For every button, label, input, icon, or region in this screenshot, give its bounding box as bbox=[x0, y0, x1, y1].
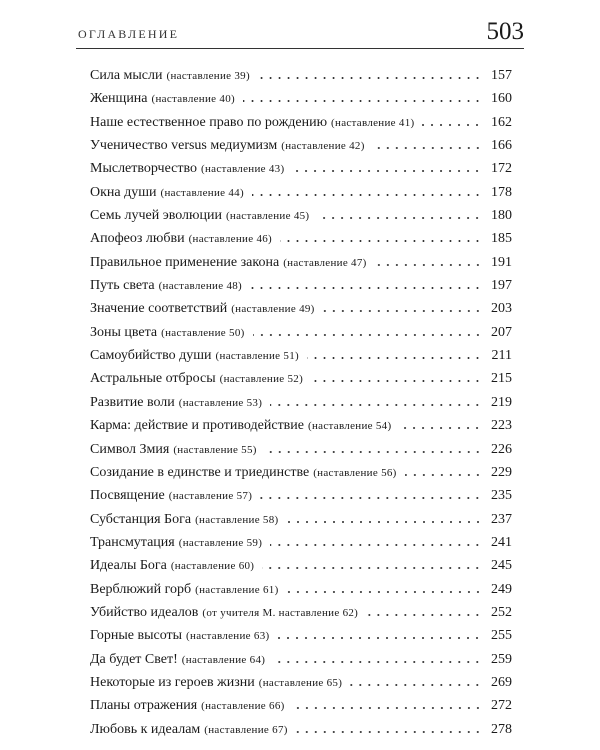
toc-entry[interactable] bbox=[90, 652, 512, 675]
entry-note: (наставление 56) bbox=[313, 466, 397, 479]
entry-page-number: 157 bbox=[491, 68, 512, 83]
dot-leader bbox=[296, 731, 482, 733]
section-title: ОГЛАВЛЕНИЕ bbox=[78, 27, 180, 41]
entry-note: (наставление 59) bbox=[178, 536, 263, 549]
dot-leader bbox=[270, 404, 482, 406]
entry-title: Развитие воли bbox=[90, 394, 175, 410]
toc-entry[interactable] bbox=[90, 325, 512, 348]
toc-entry[interactable] bbox=[90, 395, 512, 418]
dot-leader bbox=[260, 497, 482, 499]
entry-title: Любовь к идеалам bbox=[90, 721, 201, 737]
toc-entry[interactable] bbox=[90, 185, 512, 208]
entry-note: (наставление 51) bbox=[215, 350, 299, 363]
entry-page-number: 180 bbox=[491, 208, 512, 224]
entry-note: (наставление 67) bbox=[204, 723, 288, 736]
entry-title: Идеалы Бога bbox=[90, 558, 167, 574]
entry-page-number: 185 bbox=[491, 231, 512, 247]
toc-entry[interactable] bbox=[90, 138, 512, 161]
entry-page-number: 211 bbox=[491, 348, 512, 364]
entry-page-number: 269 bbox=[491, 674, 512, 690]
entry-title: Планы отражения bbox=[90, 698, 198, 714]
page-number: 503 bbox=[486, 18, 524, 45]
entry-note: (наставление 55) bbox=[173, 443, 257, 456]
dot-leader bbox=[399, 427, 482, 429]
entry-title: Окна души bbox=[90, 184, 157, 200]
toc-entry[interactable] bbox=[90, 418, 512, 441]
entry-note: (наставление 43) bbox=[201, 163, 285, 176]
toc-entry[interactable] bbox=[90, 558, 512, 581]
entry-page-number: 166 bbox=[491, 138, 512, 154]
entry-note: (наставление 58) bbox=[195, 513, 279, 526]
entry-page-number: 191 bbox=[491, 254, 512, 270]
entry-title: Апофеоз любви bbox=[90, 231, 185, 247]
entry-page-number: 278 bbox=[491, 721, 512, 737]
toc-entry[interactable] bbox=[90, 722, 512, 745]
entry-note: (наставление 42) bbox=[281, 140, 365, 153]
dot-leader bbox=[252, 194, 482, 196]
dot-leader bbox=[311, 380, 482, 382]
entry-note: (наставление 66) bbox=[201, 700, 285, 713]
toc-entry[interactable] bbox=[90, 161, 512, 184]
entry-note: (наставление 57) bbox=[168, 490, 253, 503]
entry-title: Верблюжий горб bbox=[90, 581, 192, 597]
entry-note: (наставление 48) bbox=[158, 280, 243, 293]
toc-entry[interactable] bbox=[90, 605, 512, 628]
entry-page-number: 252 bbox=[491, 604, 512, 620]
dot-leader bbox=[293, 707, 482, 709]
entry-page-number: 259 bbox=[491, 651, 512, 667]
dot-leader bbox=[287, 591, 482, 593]
entry-page-number: 197 bbox=[491, 278, 512, 294]
entry-page-number: 203 bbox=[491, 301, 512, 317]
dot-leader bbox=[273, 661, 482, 663]
entry-page-number: 229 bbox=[491, 464, 512, 480]
entry-title: Субстанция Бога bbox=[90, 511, 192, 527]
entry-title: Некоторые из героев жизни bbox=[90, 674, 255, 690]
running-header bbox=[76, 14, 524, 49]
entry-note: (наставление 49) bbox=[231, 303, 315, 316]
entry-page-number: 255 bbox=[491, 628, 512, 644]
toc-entry[interactable] bbox=[90, 371, 512, 394]
toc-entry[interactable] bbox=[90, 675, 512, 698]
entry-title: Зоны цвета bbox=[90, 324, 158, 340]
toc-entry[interactable] bbox=[90, 628, 512, 651]
entry-title: Семь лучей эволюции bbox=[90, 208, 222, 224]
entry-title: Значение соответствий bbox=[90, 301, 228, 317]
toc-entry[interactable] bbox=[90, 512, 512, 535]
entry-title: Мыслетворчество bbox=[90, 161, 198, 177]
dot-leader bbox=[253, 334, 482, 336]
toc-entry[interactable] bbox=[90, 68, 512, 91]
dot-leader bbox=[317, 217, 482, 219]
entry-title: Созидание в единстве и триединстве bbox=[90, 464, 310, 480]
entry-title: Наше естественное право по рождению bbox=[90, 114, 328, 130]
entry-title: Женщина bbox=[90, 91, 148, 107]
entry-note: (наставление 46) bbox=[188, 233, 273, 246]
entry-note: (наставление 44) bbox=[160, 186, 244, 199]
entry-title: Самоубийство души bbox=[90, 348, 212, 364]
entry-note: (наставление 53) bbox=[178, 396, 263, 409]
entry-page-number: 207 bbox=[491, 324, 512, 340]
dot-leader bbox=[323, 310, 482, 312]
dot-leader bbox=[287, 521, 483, 523]
toc-entry[interactable] bbox=[90, 488, 512, 511]
entry-note: (наставление 39) bbox=[166, 70, 250, 82]
toc-entry[interactable] bbox=[90, 91, 512, 114]
toc-entry[interactable] bbox=[90, 301, 512, 324]
entry-title: Ученичество versus медиумизм bbox=[90, 138, 278, 154]
toc-entry[interactable] bbox=[90, 535, 512, 558]
dot-leader bbox=[258, 77, 482, 79]
dot-leader bbox=[250, 287, 482, 289]
entry-page-number: 172 bbox=[491, 161, 512, 177]
entry-note: (наставление 60) bbox=[170, 560, 255, 573]
dot-leader bbox=[375, 264, 482, 266]
toc-entry[interactable] bbox=[90, 278, 512, 301]
entry-page-number: 237 bbox=[491, 511, 512, 527]
entry-title: Символ Змия bbox=[90, 441, 170, 457]
entry-page-number: 178 bbox=[491, 184, 512, 200]
entry-note: (наставление 40) bbox=[151, 93, 235, 106]
toc-entry[interactable] bbox=[90, 465, 512, 488]
entry-page-number: 226 bbox=[491, 441, 512, 457]
entry-title: Трансмутация bbox=[90, 534, 175, 550]
entry-note: (наставление 47) bbox=[283, 256, 367, 269]
entry-page-number: 223 bbox=[491, 418, 512, 434]
entry-title: Карма: действие и противодействие bbox=[90, 418, 304, 434]
entry-title: Горные высоты bbox=[90, 628, 183, 644]
entry-note: (наставление 61) bbox=[195, 583, 279, 596]
dot-leader bbox=[277, 637, 482, 639]
entry-page-number: 215 bbox=[491, 371, 512, 387]
entry-note: (наставление 64) bbox=[181, 653, 266, 666]
toc-entry[interactable] bbox=[90, 442, 512, 465]
toc-entry[interactable] bbox=[90, 231, 512, 254]
entry-page-number: 241 bbox=[491, 534, 512, 550]
entry-page-number: 160 bbox=[491, 91, 512, 107]
dot-leader bbox=[265, 451, 482, 453]
entry-note: (наставление 52) bbox=[219, 373, 304, 386]
dot-leader bbox=[280, 240, 482, 242]
table-of-contents bbox=[90, 68, 512, 745]
dot-leader bbox=[422, 124, 482, 126]
dot-leader bbox=[373, 147, 482, 149]
entry-title: Путь света bbox=[90, 278, 155, 294]
entry-page-number: 272 bbox=[491, 698, 512, 714]
dot-leader bbox=[292, 170, 482, 172]
entry-page-number: 245 bbox=[491, 558, 512, 574]
dot-leader bbox=[366, 614, 482, 616]
dot-leader bbox=[405, 474, 482, 476]
entry-title: Правильное применение закона bbox=[90, 254, 280, 270]
toc-entry[interactable] bbox=[90, 115, 512, 138]
entry-note: (наставление 50) bbox=[161, 326, 245, 339]
dot-leader bbox=[350, 684, 482, 686]
entry-page-number: 235 bbox=[491, 488, 512, 504]
dot-leader bbox=[262, 567, 482, 569]
toc-entry[interactable] bbox=[90, 255, 512, 278]
dot-leader bbox=[270, 544, 482, 546]
entry-title: Сила мысли bbox=[90, 68, 163, 83]
entry-title: Посвящение bbox=[90, 488, 165, 504]
dot-leader bbox=[243, 100, 482, 102]
entry-page-number: 162 bbox=[491, 114, 512, 130]
toc-entry[interactable] bbox=[90, 348, 512, 371]
toc-entry[interactable] bbox=[90, 582, 512, 605]
entry-note: (наставление 45) bbox=[225, 210, 310, 223]
entry-note: (наставление 63) bbox=[186, 630, 270, 643]
entry-title: Убийство идеалов bbox=[90, 604, 199, 620]
toc-entry[interactable] bbox=[90, 208, 512, 231]
entry-page-number: 219 bbox=[491, 394, 512, 410]
entry-note: (наставление 54) bbox=[308, 420, 392, 433]
entry-title: Да будет Свет! bbox=[90, 651, 178, 667]
entry-note: (от учителя М. наставление 62) bbox=[202, 606, 359, 619]
entry-note: (наставление 41) bbox=[331, 116, 415, 129]
dot-leader bbox=[307, 357, 482, 359]
entry-page-number: 249 bbox=[491, 581, 512, 597]
toc-entry[interactable] bbox=[90, 698, 512, 721]
entry-title: Астральные отбросы bbox=[90, 371, 216, 387]
entry-note: (наставление 65) bbox=[258, 676, 343, 689]
